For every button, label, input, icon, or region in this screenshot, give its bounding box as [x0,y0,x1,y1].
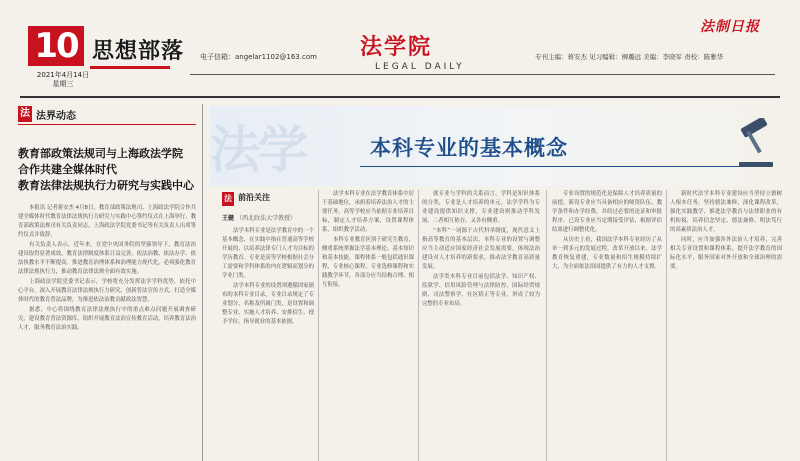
news-column-rule [18,124,196,125]
column-rule [546,190,547,461]
news-paragraph: 有关负责人表示，近年来，在党中央国务院的坚强领导下，教育法治建设取得显著成效，教育法律制度体系日益完善，依法治教、依法办学、依法执教水平不断提高。推进教育治理体系和治理能力现代化，必须强化教育法律法规执行力，推动教育法律法规全面有效实施。 [18,242,196,275]
feature-headline-band [210,106,780,186]
news-body [18,204,196,333]
news-column [18,104,196,461]
news-headline-line: 教育法律法规执行力研究与实践中心 [18,179,194,192]
article-paragraph: 同时，应当加强涉外法治人才培养，完善相关专业设置和课程体系，提升法学教育的国际化水平，服务国家对外开放和全球治理的需要。 [670,237,782,270]
article-column-label: 前沿关注 [238,193,270,202]
article-paragraph: 专业设置的规范化是保障人才培养质量的前提。新设专业应当具备相应的师资队伍、教学条件和办学经费，并经过必要的论证和审批程序。已设专业应当定期接受评估，根据评估结果进行调整优化。 [552,191,662,233]
news-headline [18,146,196,194]
article-paragraph: 新时代法学本科专业建设应当坚持立德树人根本任务，坚持德法兼修，深化课程改革，强化实践教学，推进法学教育与法律职业的有机衔接，培养信念坚定、德法兼修、明法笃行的高素质法治人才。 [670,191,782,233]
page-number: 10 [28,26,84,66]
article-column-header [222,190,314,212]
article-paragraph: “本科”一词源于古代科举制度，现代意义上指高等教育的基本层次。本科专业的设置与调整应当主动适应国家经济社会发展需要，体现法治建设对人才培养的新要求，推动法学教育高质量发展。 [422,228,540,270]
article-paragraph: 法学本科专业的设置须遵循国家颁布的本科专业目录，专业目录规定了专业划分、名称及所属门类，是设置和调整专业、实施人才培养、安排招生、授予学位、指导就业的基本依据。 [222,283,314,325]
article-paragraph: 本科专业教育区别于研究生教育，侧重系统掌握法学基本理论、基本知识和基本技能。课程体系一般包括通识课程、专业核心课程、专业选修课程和实践教学环节，各部分应当结构合理、相互衔接。 [322,237,414,288]
news-paragraph: 上海政法学院党委书记表示，学校将充分发挥法学学科优势，依托中心平台，深入开展教育法律法规执行力研究，创新普法宣传方式，打造全媒体时代的教育普法品牌，为推进依法治教贡献政法智慧。 [18,279,196,303]
article-paragraph: 从历史上看，我国法学本科专业经历了从单一到多元的发展过程。改革开放以来，法学教育恢复重建，专业数量和招生规模持续扩大，为全面依法治国提供了有力的人才支撑。 [552,237,662,270]
news-paragraph: 本报讯 记者蒋安杰 4月8日，教育部政策法规司、上海政法学院合作共建全媒体时代教育法律法规执行力研究与实践中心签约仪式在上海举行。教育部政策法规司有关负责同志，上海政法学院党委书记等有关负责人出席签约仪式并致辞。 [18,205,196,238]
issue-date: 2021年4月14日 [36,71,90,79]
article-paragraph: 法学本科专业在法学教育体系中居于基础地位，承担着培养法治人才的主要任务。高等学校应当依据专业培养目标，制定人才培养方案，设置课程体系，组织教学活动。 [322,191,414,233]
gavel-icon [735,118,779,170]
masthead [0,0,800,96]
article-column-4 [552,190,662,461]
editor-credits: 专刊主编：蒋安杰 见习编辑：柳璐远 美编：李晓军 责校：陈雅华 [535,53,724,61]
article-column-2 [322,190,414,461]
column-stamp-icon: 法 [18,106,32,122]
newspaper-logo: 法制日报 [700,19,760,35]
headline-rule [360,166,740,167]
news-headline-line: 合作共建全媒体时代 [18,163,117,176]
background-calligraphy: 法学 [210,120,306,179]
news-column-header [18,104,196,126]
news-paragraph: 据悉，中心将围绕教育法律法规执行中的重点难点问题开展调查研究，建设教育普法资源库，组织开展教育法治宣传教育活动，培养教育法治人才，服务教育法治实践。 [18,307,196,331]
article-paragraph: 法学本科专业是法学教育中的一个基本概念，在实践中指在普通高等学校开展的、以培养法律专门人才为目标的学历教育。专业是高等学校根据社会分工需要和学科体系的内在逻辑而划分的学业门类。 [222,228,314,279]
author-affiliation: （西北政法大学教授） [236,215,297,222]
column-divider [202,104,203,461]
column-rule [666,190,667,461]
news-headline-line: 教育部政策法规司与上海政法学院 [18,147,183,160]
column-stamp-icon: 法 [222,192,234,206]
article-paragraph: 就专业与学科的关系而言，学科是知识体系的分类，专业是人才培养的单元。法学学科为专业建设提供知识支撑，专业建设则推动学科发展。二者相互依存，又各有侧重。 [422,191,540,224]
author-name: 王健 [222,215,235,222]
section-underline [90,66,170,69]
masthead-rule [190,74,775,75]
news-column-label: 法界动态 [36,111,76,122]
column-rule [418,190,419,461]
article-column-5 [670,190,782,461]
editor-email: 电子信箱：angelar1102@163.com [200,53,317,61]
article-column-1 [222,190,314,461]
article-column-3 [422,190,540,461]
masthead-divider [20,96,780,98]
page-brand: 法学院 [360,34,433,60]
feature-headline: 本科专业的基本概念 [370,136,568,160]
column-rule [318,190,319,461]
issue-weekday: 星期三 [52,80,74,88]
page-brand-subtitle: LEGAL DAILY [375,62,465,72]
article-byline [222,214,314,223]
section-title: 思想部落 [92,39,185,64]
article-paragraph: 法学类本科专业目前包括法学、知识产权、监狱学、信用风险管理与法律防控、国际经贸规则、司法警察学、社区矫正等专业，形成了较为完整的专业布局。 [422,274,540,307]
